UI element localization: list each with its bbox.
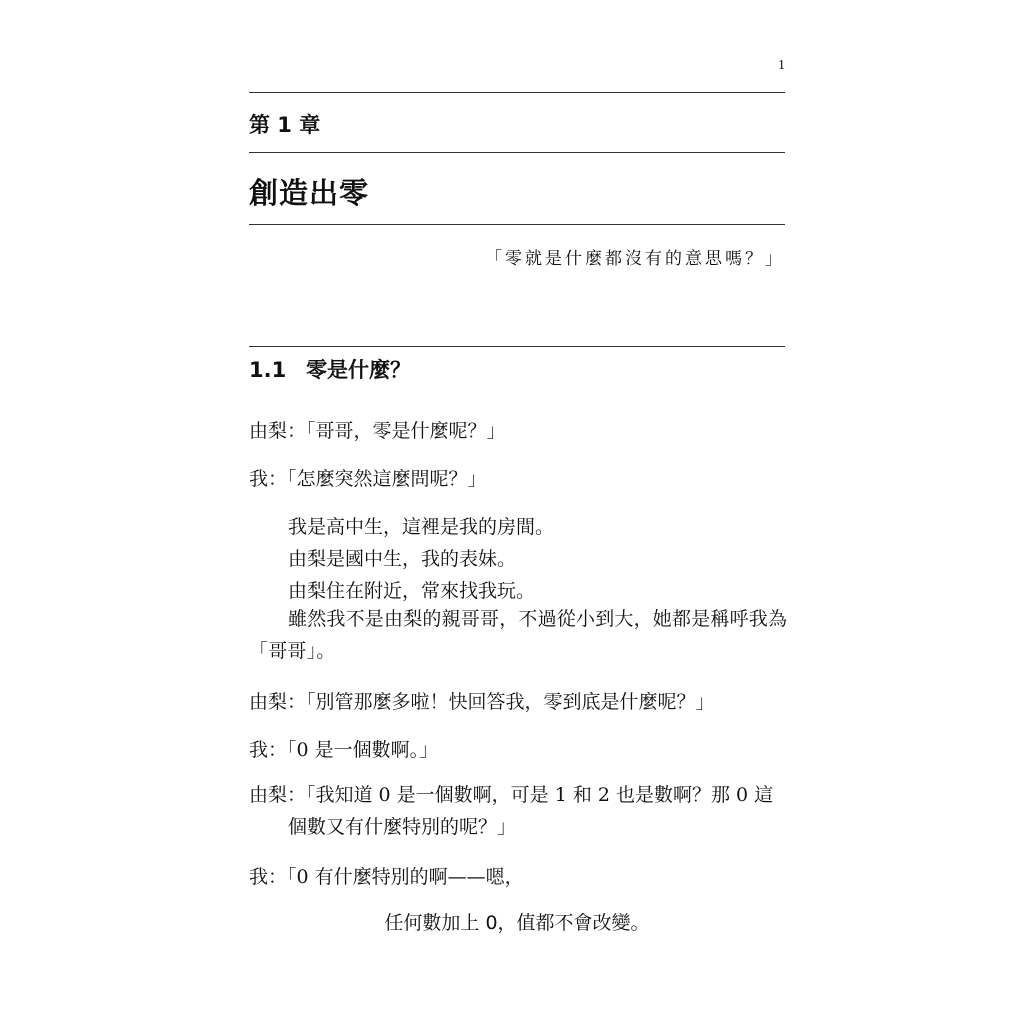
divider: [249, 92, 785, 93]
dialogue-line: 我：「0 有什麼特別的啊——嗯，: [249, 866, 524, 888]
section-title: 零是什麼？: [306, 358, 411, 382]
section-heading: [249, 354, 411, 384]
section-number: 1.1: [249, 358, 287, 382]
narration-line: 由梨住在附近，常來找我玩。: [288, 580, 536, 602]
chapter-epigraph: 「零就是什麼都沒有的意思嗎？」: [485, 249, 785, 269]
divider: [249, 224, 785, 225]
narration-paragraph: 雖然我不是由梨的親哥哥，不過從小到大，她都是稱呼我為「哥哥」。: [249, 608, 788, 662]
dialogue-line: 我：「怎麼突然這麼問呢？」: [249, 468, 487, 490]
dialogue-line: 我：「0 是一個數啊。」: [249, 739, 439, 761]
divider: [249, 346, 785, 347]
narration-line: 由梨是國中生，我的表妹。: [288, 548, 517, 570]
divider: [249, 152, 785, 153]
chapter-title: 創造出零: [249, 176, 370, 210]
page-number: 1: [778, 58, 785, 73]
dialogue-paragraph: 由梨：「我知道 0 是一個數啊，可是 1 和 2 也是數啊？那 0 這個數又有什麼特別的呢？」: [249, 784, 774, 838]
dialogue-line: 由梨：「別管那麼多啦！快回答我，零到底是什麼呢？」: [249, 691, 715, 713]
formula-statement: 任何數加上 0，值都不會改變。: [384, 912, 650, 934]
dialogue-line: 由梨：「哥哥，零是什麼呢？」: [249, 420, 506, 442]
narration-line: 我是高中生，這裡是我的房間。: [288, 516, 555, 538]
chapter-label: 第 1 章: [249, 113, 321, 137]
